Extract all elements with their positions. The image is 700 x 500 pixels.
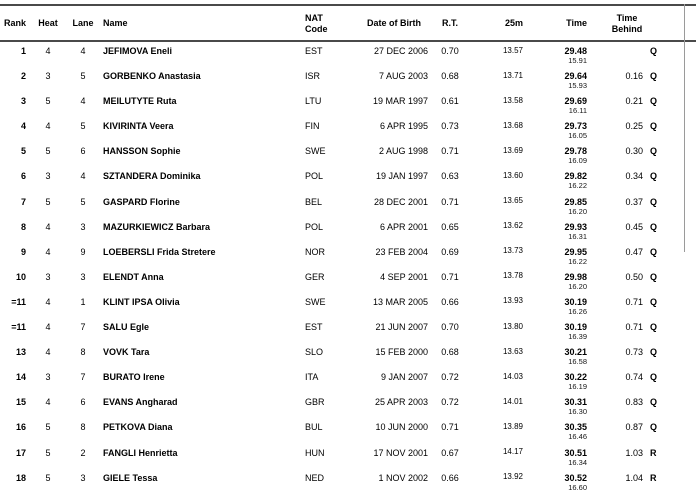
table-row-10 <box>0 270 700 295</box>
cell-lane: 3 <box>80 221 86 232</box>
cell-nat-code: EST <box>305 46 323 56</box>
cell-50m-split: 16.34 <box>568 457 587 467</box>
cell-heat: 4 <box>45 46 51 56</box>
cell-name: PETKOVA Diana <box>103 422 173 433</box>
cell-name: VOVK Tara <box>103 347 150 358</box>
cell-lane: 6 <box>80 397 86 408</box>
cell-50m-split: 16.60 <box>568 482 587 492</box>
cell-reaction-time: 0.70 <box>441 322 459 333</box>
cell-reaction-time: 0.61 <box>441 96 459 107</box>
cell-time-behind: 0.34 <box>625 171 643 182</box>
cell-date-of-birth: 28 DEC 2001 <box>373 196 428 207</box>
col-header-25m <box>472 7 528 40</box>
cell-qualification: Q <box>650 171 658 182</box>
cell-date-of-birth: 6 APR 2001 <box>379 221 428 232</box>
cell-nat-code: LTU <box>305 96 322 107</box>
table-row-17 <box>0 446 700 471</box>
cell-reaction-time: 0.70 <box>441 46 459 56</box>
cell-rank: 2 <box>20 71 26 82</box>
cell-heat: 5 <box>45 472 51 483</box>
table-row-13 <box>0 345 700 370</box>
cell-nat-code: SWE <box>305 146 326 157</box>
cell-rank: 13 <box>15 347 26 358</box>
table-row-15 <box>0 395 700 420</box>
cell-qualification: Q <box>650 422 658 433</box>
cell-heat: 4 <box>45 221 51 232</box>
cell-final-time: 29.73 <box>564 121 587 132</box>
cell-nat-code: BUL <box>305 422 323 433</box>
cell-heat: 5 <box>45 422 51 433</box>
cell-qualification: Q <box>650 71 658 82</box>
col-header-nat-line2: Code <box>305 23 328 34</box>
table-row-4 <box>0 119 700 144</box>
cell-25m-split: 13.69 <box>502 145 523 155</box>
cell-time-behind: 0.50 <box>625 271 643 282</box>
header-divider <box>0 40 696 42</box>
cell-time-behind: 0.87 <box>625 422 643 433</box>
cell-heat: 4 <box>45 347 51 358</box>
cell-time-behind: 0.83 <box>625 397 643 408</box>
cell-50m-split: 16.58 <box>568 357 587 367</box>
col-header-rank <box>0 7 26 40</box>
cell-50m-split: 15.93 <box>568 81 587 91</box>
cell-lane: 7 <box>80 372 86 383</box>
col-header-nat-line1: NAT <box>305 13 323 23</box>
cell-time-behind: 0.30 <box>625 146 643 157</box>
cell-time-behind: 0.71 <box>625 322 643 333</box>
cell-lane: 7 <box>80 322 86 333</box>
col-header-date-of-birth <box>360 7 428 40</box>
cell-time <box>528 270 590 295</box>
cell-reaction-time: 0.69 <box>441 246 459 257</box>
cell-time <box>528 446 590 471</box>
cell-date-of-birth: 23 FEB 2004 <box>375 246 428 257</box>
cell-qualification: Q <box>650 397 658 408</box>
cell-name: EVANS Angharad <box>103 397 178 408</box>
cell-rank: 5 <box>20 146 26 157</box>
col-header-time <box>528 7 590 40</box>
cell-25m-split: 14.17 <box>502 447 523 456</box>
cell-final-time: 29.78 <box>564 146 587 157</box>
cell-qualification: Q <box>650 96 658 107</box>
cell-rank: 1 <box>20 46 26 56</box>
cell-date-of-birth: 7 AUG 2003 <box>378 71 428 82</box>
cell-time <box>528 395 590 420</box>
table-row-12 <box>0 320 700 345</box>
cell-name: FANGLI Henrietta <box>103 447 178 458</box>
col-header-rt-label: R.T. <box>441 18 458 29</box>
cell-time-behind: 0.21 <box>625 96 643 107</box>
cell-50m-split: 16.30 <box>568 407 587 417</box>
cell-heat: 5 <box>45 146 51 157</box>
table-row-3 <box>0 94 700 119</box>
cell-25m-split: 13.78 <box>502 271 523 281</box>
cell-reaction-time: 0.67 <box>441 447 459 458</box>
col-header-name <box>96 7 300 40</box>
cell-qualification: Q <box>650 372 658 383</box>
table-row-5 <box>0 144 700 169</box>
cell-date-of-birth: 4 SEP 2001 <box>380 271 428 282</box>
table-top-border <box>0 4 696 6</box>
cell-lane: 1 <box>80 296 86 307</box>
cell-qualification: Q <box>650 347 658 358</box>
cell-nat-code: EST <box>305 322 323 333</box>
cell-25m-split: 13.57 <box>502 45 523 55</box>
cell-date-of-birth: 6 APR 1995 <box>379 121 428 132</box>
cell-rank: =11 <box>11 296 26 307</box>
cell-qualification: Q <box>650 146 658 157</box>
cell-date-of-birth: 1 NOV 2002 <box>378 472 428 483</box>
col-header-nat-code <box>300 7 360 40</box>
cell-25m-split: 13.73 <box>502 246 523 256</box>
cell-time <box>528 69 590 94</box>
cell-heat: 5 <box>45 196 51 207</box>
cell-25m-split: 13.60 <box>502 170 523 180</box>
cell-time-behind: 0.74 <box>625 372 643 383</box>
cell-50m-split: 16.26 <box>568 306 587 316</box>
cell-nat-code: ISR <box>305 71 321 82</box>
table-row-11 <box>0 295 700 320</box>
cell-reaction-time: 0.71 <box>441 196 459 207</box>
cell-50m-split: 16.20 <box>568 281 587 291</box>
cell-final-time: 30.19 <box>564 322 587 333</box>
cell-time-behind: 1.04 <box>625 472 643 483</box>
cell-rank: =11 <box>11 322 26 333</box>
cell-reaction-time: 0.66 <box>441 296 459 307</box>
cell-date-of-birth: 13 MAR 2005 <box>372 296 428 307</box>
cell-date-of-birth: 19 JAN 1997 <box>375 171 428 182</box>
cell-rank: 14 <box>15 372 26 383</box>
cell-heat: 4 <box>45 322 51 333</box>
cell-qualification: R <box>650 447 657 458</box>
cell-time <box>528 471 590 496</box>
cell-heat: 3 <box>45 372 51 383</box>
cell-qualification: Q <box>650 121 658 132</box>
cell-final-time: 30.21 <box>564 347 587 358</box>
cell-time-behind: 0.71 <box>625 296 643 307</box>
col-header-time-label: Time <box>566 18 587 29</box>
cell-25m-split: 14.01 <box>502 396 523 406</box>
cell-final-time: 30.35 <box>564 422 587 433</box>
cell-date-of-birth: 25 APR 2003 <box>374 397 428 408</box>
cell-reaction-time: 0.71 <box>441 271 459 282</box>
cell-date-of-birth: 19 MAR 1997 <box>372 96 428 107</box>
table-row-7 <box>0 195 700 220</box>
cell-rank: 6 <box>20 171 26 182</box>
cell-name: ELENDT Anna <box>103 271 164 282</box>
cell-50m-split: 16.31 <box>568 231 587 241</box>
cell-lane: 3 <box>80 472 86 483</box>
col-header-time-behind-line2: Behind <box>611 23 643 34</box>
cell-nat-code: HUN <box>305 447 325 458</box>
cell-rank: 9 <box>20 246 26 257</box>
cell-lane: 6 <box>80 146 86 157</box>
cell-time <box>528 44 590 69</box>
cell-time-behind <box>590 44 646 69</box>
col-header-rt <box>428 7 472 40</box>
cell-25m-split: 13.62 <box>502 221 523 231</box>
cell-nat-code: ITA <box>305 372 319 383</box>
cell-25m-split: 13.58 <box>502 95 523 105</box>
cell-50m-split: 16.20 <box>568 206 587 216</box>
cell-qualification: Q <box>650 296 658 307</box>
cell-name: SALU Egle <box>103 322 150 333</box>
cell-nat-code: GBR <box>305 397 325 408</box>
cell-reaction-time: 0.68 <box>441 347 459 358</box>
cell-qualification: Q <box>650 246 658 257</box>
cell-time <box>528 295 590 320</box>
cell-rank: 16 <box>15 422 26 433</box>
cell-25m-split: 13.71 <box>502 70 523 80</box>
col-header-dob-label: Date of Birth <box>367 18 421 29</box>
cell-25m-split: 13.89 <box>502 421 523 431</box>
cell-time <box>528 245 590 270</box>
cell-25m-split: 13.63 <box>502 346 523 356</box>
cell-reaction-time: 0.71 <box>441 146 459 157</box>
cell-25m-split: 13.92 <box>502 472 523 482</box>
cell-time <box>528 370 590 395</box>
cell-nat-code: POL <box>305 171 324 182</box>
cell-rank: 18 <box>15 472 26 483</box>
col-header-25m-label: 25m <box>504 18 523 29</box>
cell-rank: 15 <box>15 397 26 408</box>
cell-date-of-birth: 10 JUN 2000 <box>375 422 428 433</box>
cell-reaction-time: 0.68 <box>441 71 459 82</box>
cell-50m-split: 16.05 <box>568 131 587 141</box>
cell-date-of-birth: 17 NOV 2001 <box>373 447 428 458</box>
cell-lane: 4 <box>80 171 86 182</box>
cell-rank: 7 <box>20 196 26 207</box>
cell-reaction-time: 0.66 <box>441 472 459 483</box>
cell-time-behind: 0.25 <box>625 121 643 132</box>
cell-final-time: 30.19 <box>564 296 587 307</box>
cell-lane: 2 <box>80 447 86 458</box>
table-row-18 <box>0 471 700 496</box>
cell-final-time: 29.93 <box>564 221 587 232</box>
cell-qualification: Q <box>650 221 658 232</box>
cell-heat: 3 <box>45 271 51 282</box>
cell-time-behind: 0.73 <box>625 347 643 358</box>
cell-lane: 5 <box>80 71 86 82</box>
cell-lane: 4 <box>80 46 86 56</box>
cell-time <box>528 320 590 345</box>
cell-time <box>528 195 590 220</box>
cell-heat: 4 <box>45 121 51 132</box>
cell-time-behind: 1.03 <box>625 447 643 458</box>
cell-lane: 8 <box>80 422 86 433</box>
cell-lane: 4 <box>80 96 86 107</box>
cell-final-time: 29.82 <box>564 171 587 182</box>
cell-time <box>528 345 590 370</box>
col-header-qualification <box>646 7 700 40</box>
col-header-heat <box>26 7 70 40</box>
cell-name: MAZURKIEWICZ Barbara <box>103 221 211 232</box>
cell-lane: 9 <box>80 246 86 257</box>
cell-lane: 5 <box>80 121 86 132</box>
cell-reaction-time: 0.72 <box>441 372 459 383</box>
cell-reaction-time: 0.63 <box>441 171 459 182</box>
cell-final-time: 30.22 <box>564 372 587 383</box>
cell-name: KLINT IPSA Olivia <box>103 296 180 307</box>
col-header-time-behind-line1: Time <box>616 13 638 23</box>
cell-date-of-birth: 15 FEB 2000 <box>375 347 428 358</box>
cell-final-time: 29.98 <box>564 271 587 282</box>
cell-time <box>528 169 590 194</box>
cell-heat: 5 <box>45 96 51 107</box>
cell-qualification: Q <box>650 46 658 56</box>
cell-reaction-time: 0.73 <box>441 121 459 132</box>
cell-final-time: 29.48 <box>564 46 587 56</box>
cell-heat: 5 <box>45 447 51 458</box>
cell-nat-code: GER <box>305 271 325 282</box>
cell-time <box>528 144 590 169</box>
cell-time <box>528 420 590 445</box>
cell-rank: 17 <box>15 447 26 458</box>
cell-final-time: 30.52 <box>564 472 587 483</box>
col-header-time-behind <box>590 7 646 40</box>
cell-qualification: Q <box>650 196 658 207</box>
cell-time-behind: 0.47 <box>625 246 643 257</box>
cell-reaction-time: 0.71 <box>441 422 459 433</box>
cell-heat: 4 <box>45 296 51 307</box>
cell-rank: 8 <box>20 221 26 232</box>
cell-final-time: 29.69 <box>564 96 587 107</box>
cell-qualification: Q <box>650 271 658 282</box>
table-row-2 <box>0 69 700 94</box>
cell-time-behind: 0.16 <box>625 71 643 82</box>
cell-name: GASPARD Florine <box>103 196 180 207</box>
cell-lane: 8 <box>80 347 86 358</box>
cell-rank: 4 <box>20 121 26 132</box>
cell-qualification: R <box>650 472 657 483</box>
cell-25m-split: 13.65 <box>502 196 523 206</box>
cell-heat: 4 <box>45 397 51 408</box>
cell-heat: 3 <box>45 71 51 82</box>
col-header-heat-label: Heat <box>38 18 58 29</box>
col-header-lane-label: Lane <box>72 18 94 29</box>
table-row-6 <box>0 169 700 194</box>
cell-50m-split: 16.22 <box>568 181 587 191</box>
cell-name: LOEBERSLI Frida Stretere <box>103 246 216 257</box>
cell-25m-split: 14.03 <box>502 371 523 381</box>
cell-lane: 3 <box>80 271 86 282</box>
cell-lane: 5 <box>80 196 86 207</box>
cell-nat-code: SLO <box>305 347 324 358</box>
cell-time <box>528 94 590 119</box>
col-header-rank-label: Rank <box>3 18 26 29</box>
cell-nat-code: POL <box>305 221 324 232</box>
cell-25m-split: 13.68 <box>502 120 523 130</box>
cell-time <box>528 119 590 144</box>
cell-final-time: 29.64 <box>564 71 587 82</box>
cell-50m-split: 16.11 <box>568 106 587 116</box>
table-body <box>0 44 700 496</box>
cell-name: HANSSON Sophie <box>103 146 181 157</box>
cell-time-behind: 0.37 <box>625 196 643 207</box>
cell-50m-split: 16.46 <box>568 432 587 442</box>
cell-reaction-time: 0.72 <box>441 397 459 408</box>
cell-date-of-birth: 27 DEC 2006 <box>373 46 428 56</box>
cell-heat: 4 <box>45 246 51 257</box>
cell-nat-code: FIN <box>305 121 320 132</box>
cell-name: GORBENKO Anastasia <box>103 71 201 82</box>
table-row-9 <box>0 245 700 270</box>
cell-name: BURATO Irene <box>103 372 165 383</box>
cell-date-of-birth: 9 JAN 2007 <box>380 372 428 383</box>
cell-nat-code: NOR <box>305 246 325 257</box>
col-header-name-label: Name <box>103 18 128 29</box>
cell-50m-split: 15.91 <box>568 56 587 65</box>
cell-50m-split: 16.22 <box>568 256 587 266</box>
cell-name: KIVIRINTA Veera <box>103 121 174 132</box>
cell-25m-split: 13.80 <box>502 321 523 331</box>
col-header-lane <box>70 7 96 40</box>
cell-qualification: Q <box>650 322 658 333</box>
cell-name: MEILUTYTE Ruta <box>103 96 177 107</box>
cell-50m-split: 16.39 <box>568 332 587 342</box>
cell-rank: 3 <box>20 96 26 107</box>
cell-25m-split: 13.93 <box>502 296 523 306</box>
cell-name: SZTANDERA Dominika <box>103 171 201 182</box>
cell-reaction-time: 0.65 <box>441 221 459 232</box>
cell-50m-split: 16.19 <box>568 382 587 392</box>
table-header-row <box>0 7 700 40</box>
table-row-8 <box>0 220 700 245</box>
cell-date-of-birth: 2 AUG 1998 <box>378 146 428 157</box>
cell-time <box>528 220 590 245</box>
table-row-16 <box>0 420 700 445</box>
cell-final-time: 29.85 <box>564 196 587 207</box>
cell-50m-split: 16.09 <box>568 156 587 166</box>
cell-date-of-birth: 21 JUN 2007 <box>375 322 428 333</box>
cell-nat-code: NED <box>305 472 325 483</box>
cell-time-behind: 0.45 <box>625 221 643 232</box>
cell-nat-code: BEL <box>305 196 323 207</box>
cell-final-time: 29.95 <box>564 246 587 257</box>
cell-name: JEFIMOVA Eneli <box>103 46 173 56</box>
cell-final-time: 30.51 <box>564 447 587 458</box>
cell-final-time: 30.31 <box>564 397 587 408</box>
cell-rank: 10 <box>15 271 26 282</box>
cell-nat-code: SWE <box>305 296 326 307</box>
table-row-1 <box>0 44 700 69</box>
cell-name: GIELE Tessa <box>103 472 158 483</box>
table-row-14 <box>0 370 700 395</box>
cell-heat: 3 <box>45 171 51 182</box>
